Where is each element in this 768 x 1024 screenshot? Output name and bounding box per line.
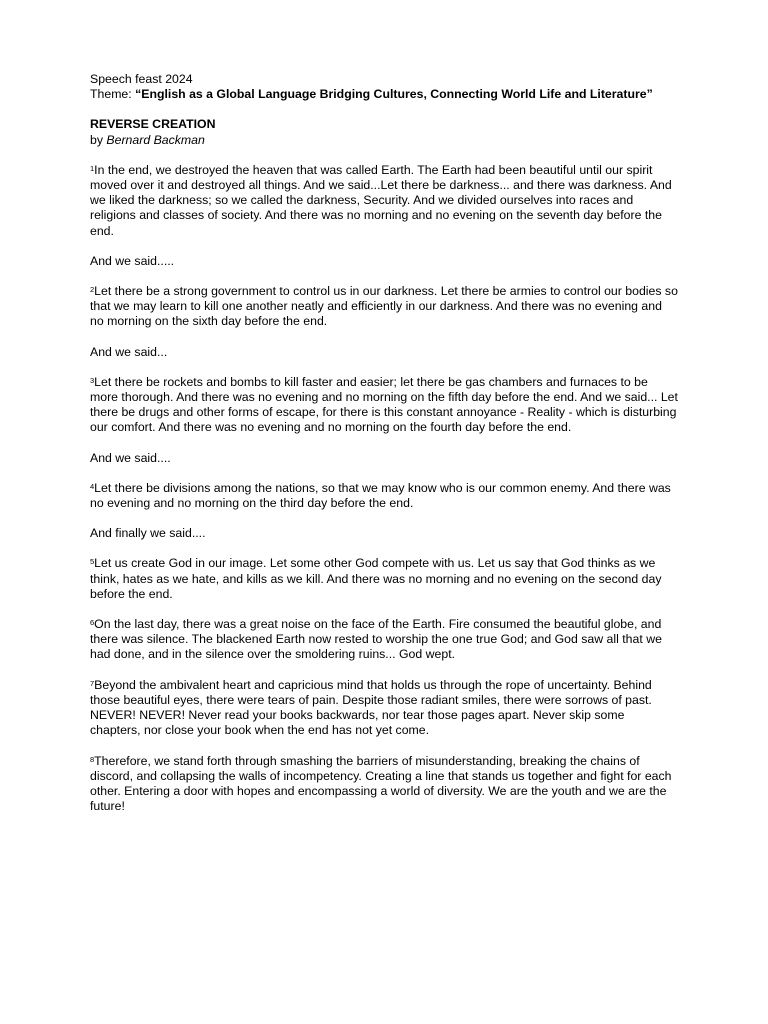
- stanza-break-1: And we said.....: [90, 253, 175, 268]
- paragraph-text: Beyond the ambivalent heart and capricious mind that holds us through the rope of uncertainty. Behind those beautiful eyes, there were tears of pain. Despite those radiant smiles, there were sorrows of past. NEVER! NEVER! Never read your books backwards, nor tear those pages apart. Never skip some chapters, nor close your book when the end has not yet come.: [90, 677, 652, 738]
- stanza-break-2: And we said...: [90, 344, 168, 359]
- paragraph-text: On the last day, there was a great noise on the face of the Earth. Fire consumed the beautiful globe, and there was silence. The blackened Earth now rested to worship the one true God; and God saw all that we had done, and in the silence over the smoldering ruins... God wept.: [90, 617, 662, 662]
- paragraph-6: [90, 617, 678, 663]
- paragraph-7: [90, 678, 678, 739]
- event-name: Speech feast 2024: [90, 72, 193, 86]
- paragraph-3: [90, 375, 678, 436]
- verse-number: 8: [90, 754, 95, 764]
- stanza-break-4: And finally we said....: [90, 526, 206, 541]
- paragraph-text: Let there be rockets and bombs to kill faster and easier; let there be gas chambers and furnaces to be more thorough. And there was no evening and no morning on the fifth day before the end. And we said... Let there be drugs and other forms of escape, for there is this constant annoyance - Reality - which is disturbing our comfort. And there was no evening and no morning on the fourth day before the end.: [90, 374, 678, 435]
- verse-number: 6: [90, 618, 95, 628]
- paragraph-text: Let there be a strong government to control us in our darkness. Let there be armies to control our bodies so that we may learn to kill one another neatly and efficiently in our darkness. And there was no evening and no morning on the sixth day before the end.: [90, 284, 678, 329]
- theme-text: “English as a Global Language Bridging Cultures, Connecting World Life and Literature”: [135, 87, 653, 102]
- verse-number: 7: [90, 678, 95, 688]
- author-name: Bernard Backman: [106, 132, 205, 147]
- poem-heading: [90, 117, 678, 147]
- paragraph-2: [90, 284, 678, 330]
- theme-label: Theme:: [90, 87, 136, 102]
- paragraph-1: [90, 163, 678, 239]
- paragraph-5: [90, 556, 678, 602]
- paragraph-4: [90, 481, 678, 511]
- theme-line: [90, 87, 678, 102]
- by-label: by: [90, 132, 107, 147]
- poem-title: REVERSE CREATION: [90, 117, 216, 132]
- verse-number: 4: [90, 481, 95, 491]
- verse-number: 5: [90, 557, 95, 567]
- stanza-break-3: And we said....: [90, 450, 171, 465]
- poem-byline: [90, 133, 678, 148]
- paragraph-text: Let us create God in our image. Let some other God compete with us. Let us say that God thinks as we think, hates as we hate, and kills as we kill. And there was no morning and no evening on the second day before the end.: [90, 556, 662, 601]
- verse-number: 2: [90, 285, 95, 295]
- paragraph-text: In the end, we destroyed the heaven that was called Earth. The Earth had been beautiful until our spirit moved over it and destroyed all things. And we said...Let there be darkness... and there was darkness. And we liked the darkness; so we called the darkness, Security. And we divided ourselves into races and religions and classes of society. And there was no morning and no evening on the seventh day before the end.: [90, 162, 672, 238]
- paragraph-text: Let there be divisions among the nations, so that we may know who is our common enemy. And there was no evening and no morning on the third day before the end.: [90, 480, 671, 511]
- document-header: [90, 72, 678, 102]
- paragraph-8: [90, 754, 678, 815]
- verse-number: 1: [90, 163, 95, 173]
- verse-number: 3: [90, 375, 95, 385]
- paragraph-text: Therefore, we stand forth through smashing the barriers of misunderstanding, breaking the chains of discord, and collapsing the walls of incompetency. Creating a line that stands us together and fight for each other. Entering a door with hopes and encompassing a world of diversity. We are the youth and we are the future!: [90, 753, 672, 814]
